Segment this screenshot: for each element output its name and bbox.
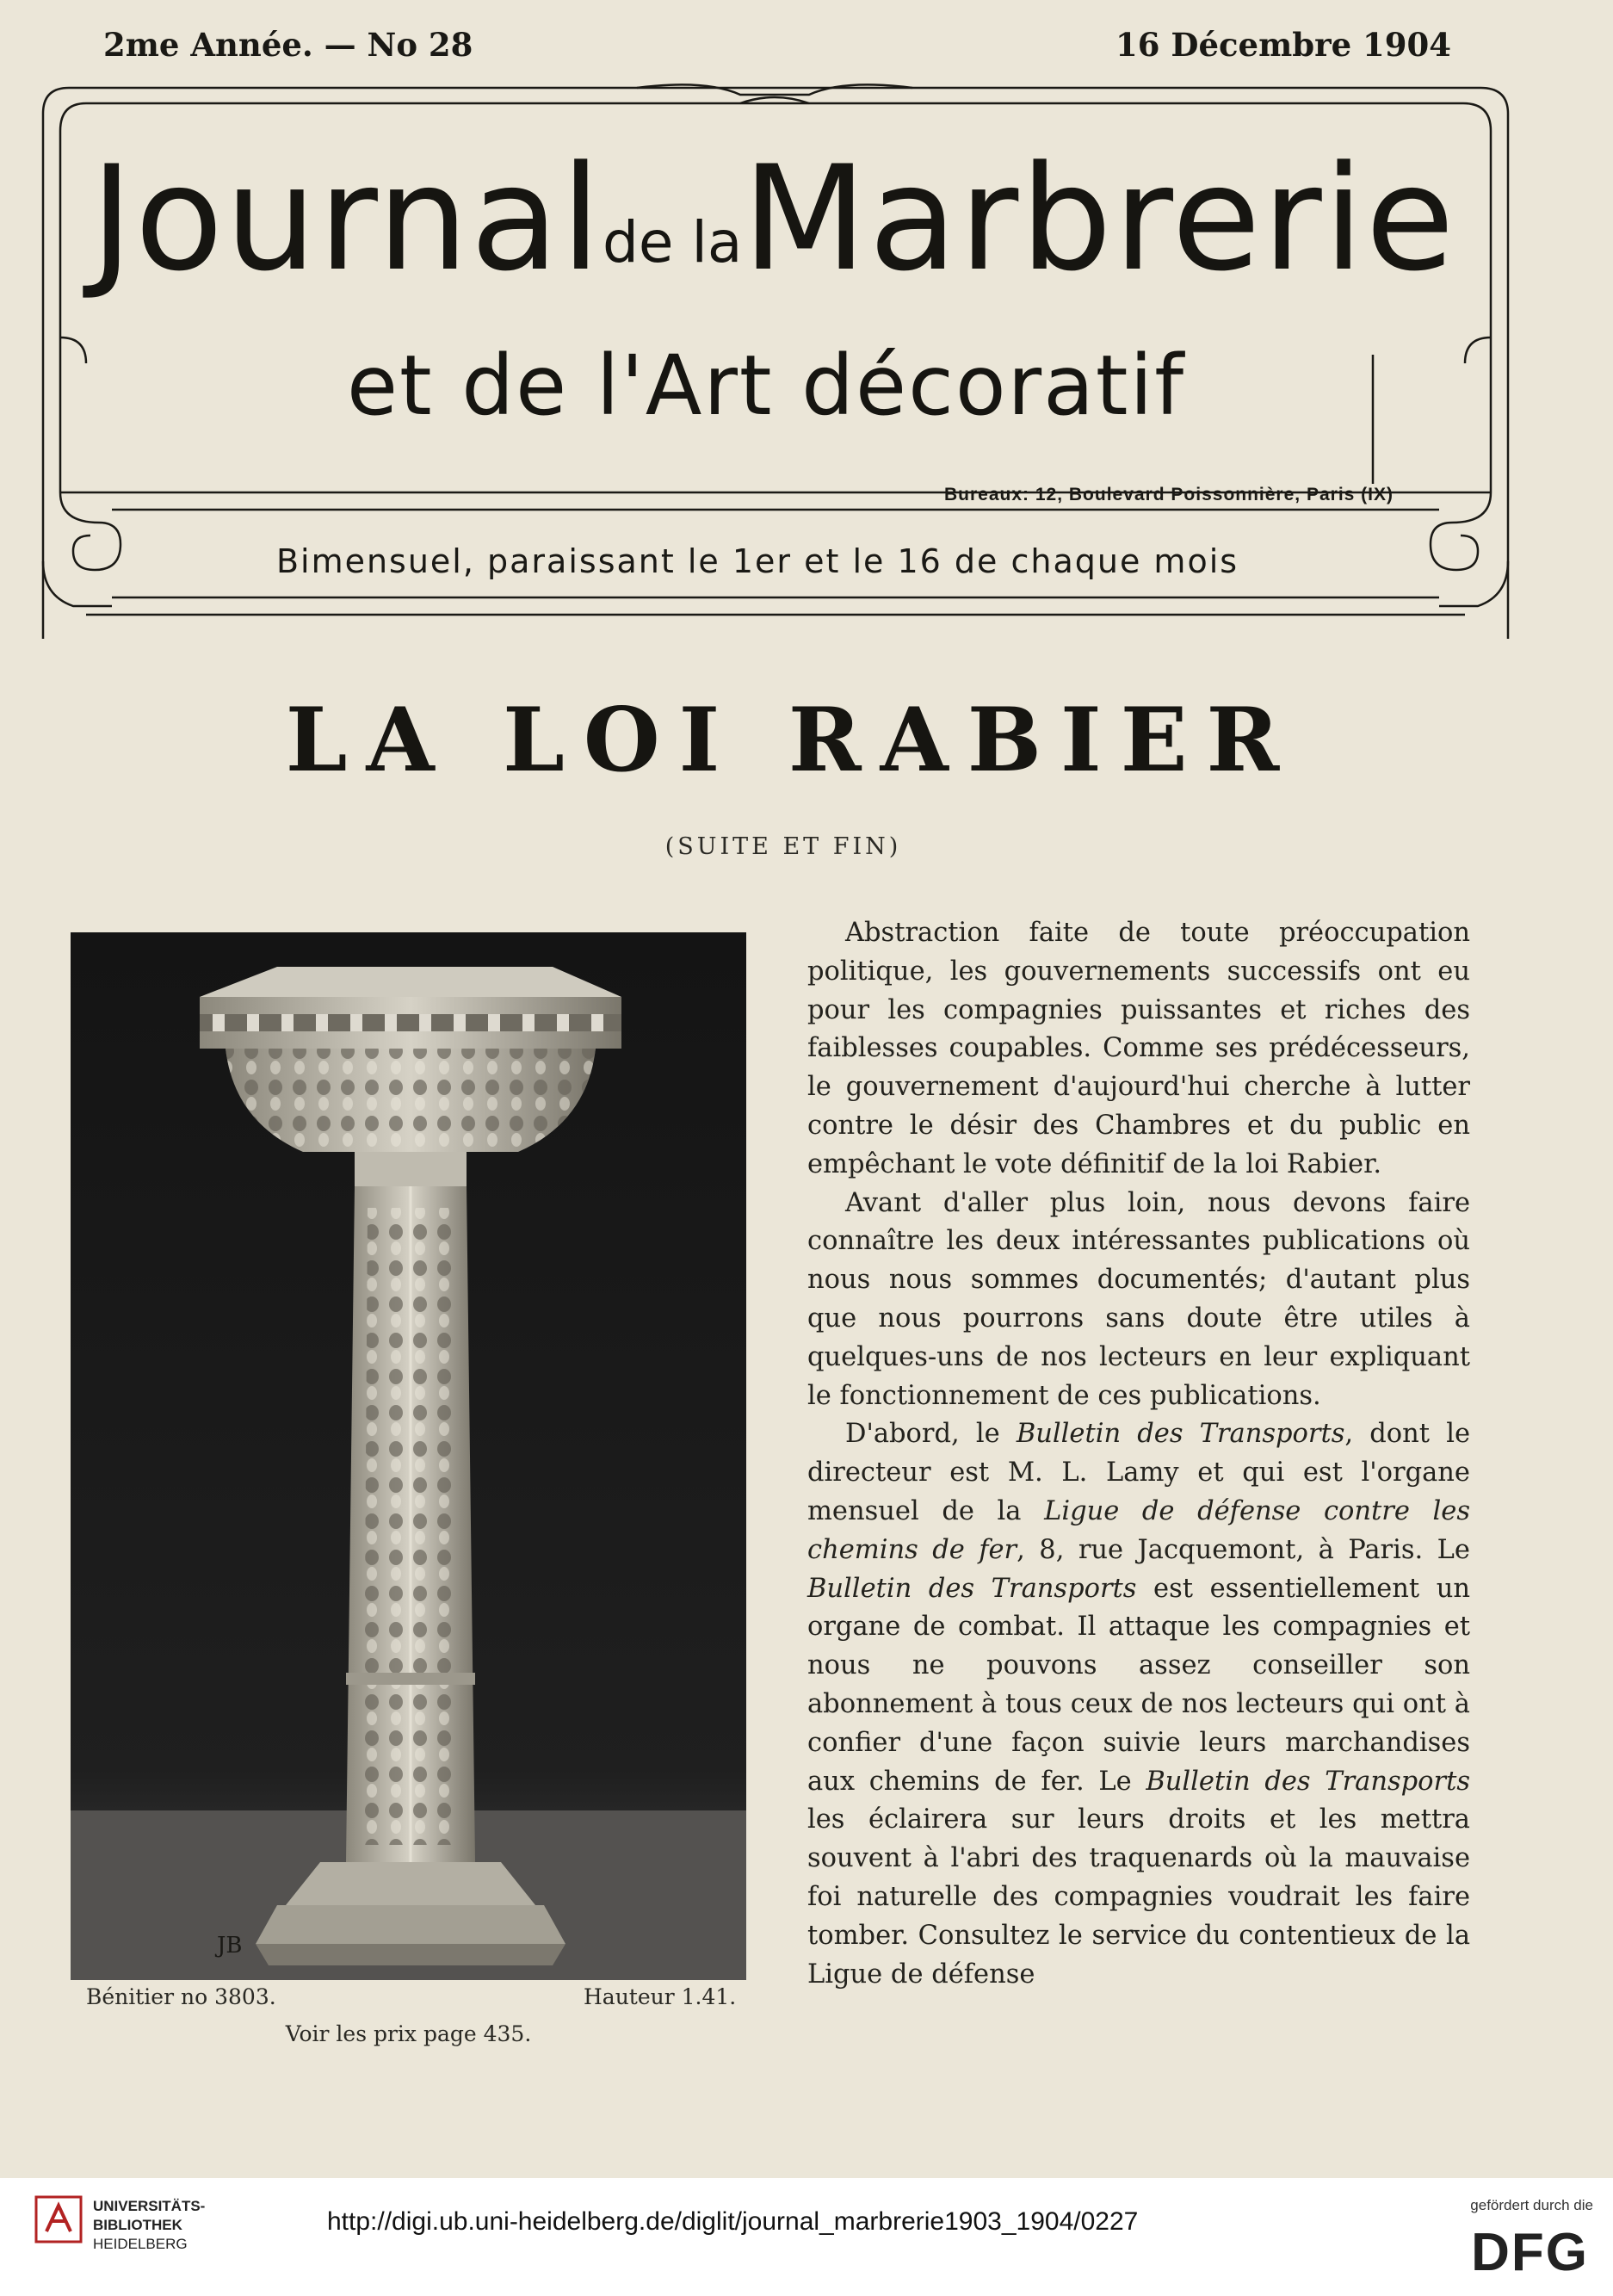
italic-title-run: Ligue de défense contre les chemins de fer — [807, 1495, 1470, 1565]
article-paragraph: Avant d'aller plus loin, nous devons faire connaître les deux intéressantes publications où nous nous sommes documentés; d'autant plus que nous pourrons sans doute être utiles à quelques-uns de nos lecteurs en leur expliquant le fonctionnement de ces publications. — [807, 1187, 1470, 1411]
issue-date: 16 Décembre 1904 — [1116, 26, 1451, 64]
article-paragraph — [807, 1415, 1470, 1994]
periodicity-line: Bimensuel, paraissant le 1er et le 16 de chaque mois — [275, 542, 1239, 580]
text-run: les éclairera sur leurs droits et les mettra souvent à l'abri des traquenards où la mauvaise foi naturelle des compagnies voudrait les faire tomber. Consultez le service du contentieux de la Ligue de défense — [807, 1804, 1470, 1990]
photo-caption-price: Voir les prix page 435. — [285, 2021, 532, 2046]
text-run: , 8, rue Jacquemont, à Paris. Le — [1017, 1534, 1470, 1565]
photo-caption-height: Hauteur 1.41. — [584, 1984, 737, 2009]
article-subhead: (SUITE ET FIN) — [664, 833, 902, 860]
title-de-la: de la — [603, 209, 743, 275]
funding-label: gefördert durch die — [1470, 2197, 1593, 2213]
issue-number: 2me Année. — No 28 — [103, 26, 473, 64]
bureaux-address: Bureaux: 12, Boulevard Poissonnière, Paris (IX) — [944, 485, 1394, 504]
university-library-logo-icon — [33, 2194, 84, 2245]
benitier-photograph — [71, 932, 746, 1980]
title-marbrerie: Marbrerie — [742, 134, 1456, 303]
journal-title — [90, 134, 1456, 303]
italic-title-run: Bulletin des Transports — [807, 1573, 1137, 1604]
article-paragraph: Abstraction faite de toute préoccupation politique, les gouvernements successifs ont eu pour les compagnies puissantes et riches des faiblesses coupables. Comme ses prédécesseurs, le gouvernement d'aujourd'hui cherche à lutter contre le désir des Chambres et du public en empêchant le vote définitif de la loi Rabier. — [807, 918, 1470, 1179]
text-run: , dont le directeur est M. L. Lamy et qui est l'organe mensuel de la — [807, 1419, 1470, 1526]
footer-bar — [0, 2178, 1613, 2296]
title-journal: Journal — [90, 134, 603, 303]
library-line: UNIVERSITÄTS- — [93, 2198, 206, 2214]
article-headline: LA LOI RABIER — [285, 689, 1299, 792]
university-library-name — [93, 2197, 205, 2254]
photo-caption-item: Bénitier no 3803. — [86, 1984, 276, 2009]
journal-subtitle: et de l'Art décoratif — [346, 337, 1185, 434]
italic-title-run: Bulletin des Transports — [1016, 1419, 1345, 1450]
digital-library-url[interactable]: http://digi.ub.uni-heidelberg.de/diglit/journal_marbrerie1903_1904/0227 — [327, 2207, 1139, 2236]
dfg-logo: DFG — [1471, 2223, 1589, 2282]
italic-title-run: Bulletin des Transports — [1146, 1766, 1471, 1797]
benitier-illustration — [71, 932, 746, 1980]
library-line: BIBLIOTHEK — [93, 2217, 182, 2233]
photo-monogram: JB — [217, 1933, 243, 1959]
text-run: est essentiellement un organe de combat. Il attaque les compagnies et nous ne pouvons assez conseiller son abonnement à tous ceux de nos lecteurs qui ont à confier d'une façon suivie leurs marchandises aux chemins de fer. Le — [807, 1573, 1470, 1797]
library-line: HEIDELBERG — [93, 2236, 188, 2252]
text-run: D'abord, le — [845, 1419, 1017, 1450]
article-body — [807, 914, 1470, 1994]
